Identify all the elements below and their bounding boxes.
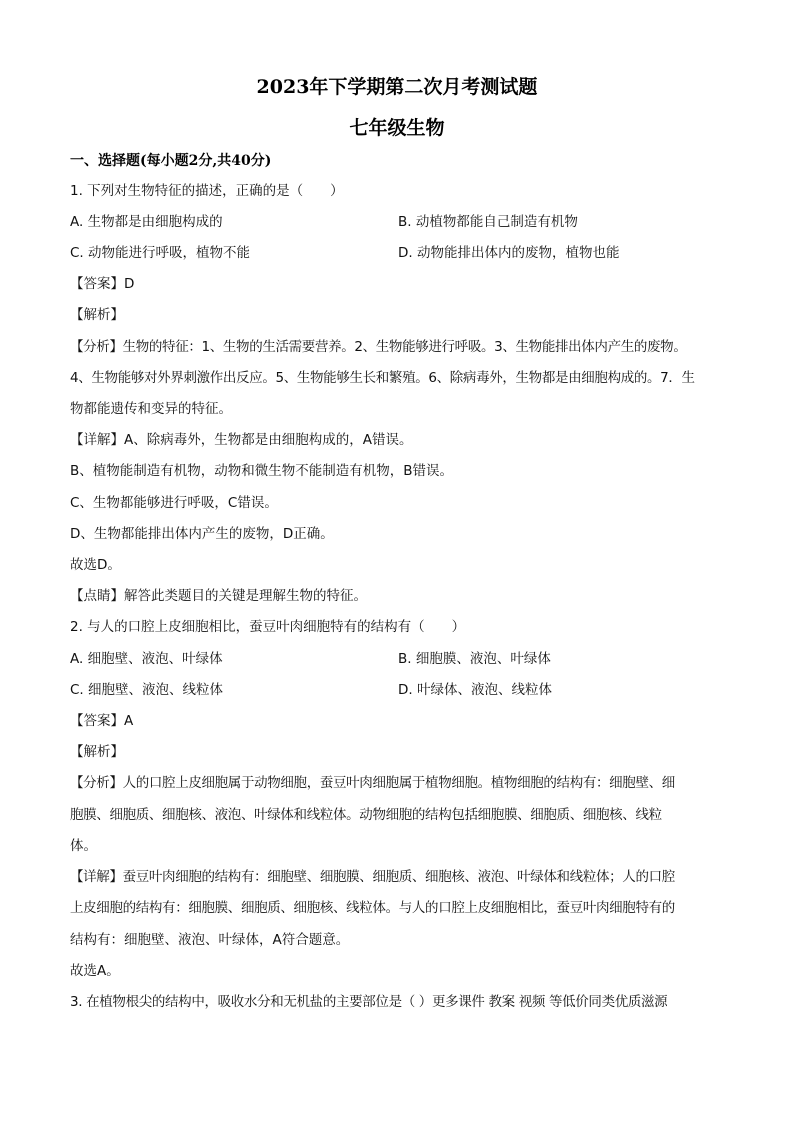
exam-title: 2023年下学期第二次月考测试题 bbox=[256, 76, 538, 98]
question-2-option-c: C. 细胞壁、液泡、线粒体 bbox=[70, 682, 224, 698]
question-1-option-c: C. 动物能进行呼吸，植物不能 bbox=[70, 245, 251, 261]
question-2-analysis-heading: 【解析】 bbox=[70, 744, 124, 760]
question-1-option-d: D. 动物能排出体内的废物，植物也能 bbox=[398, 245, 620, 261]
question-2-option-a: A. 细胞壁、液泡、叶绿体 bbox=[70, 651, 223, 667]
question-2-stem: 2. 与人的口腔上皮细胞相比，蚕豆叶肉细胞特有的结构有（ ） bbox=[70, 619, 466, 635]
question-2-xiangjie-line: 结构有：细胞壁、液泡、叶绿体，A符合题意。 bbox=[70, 932, 350, 948]
question-2-xiangjie-line: 上皮细胞的结构有：细胞膜、细胞质、细胞核、线粒体。与人的口腔上皮细胞相比，蚕豆叶肉细胞特有的 bbox=[70, 900, 675, 916]
question-1-analysis-heading: 【解析】 bbox=[70, 307, 124, 323]
question-2-conclusion: 故选A。 bbox=[70, 963, 120, 979]
question-2-fenxi-line: 胞膜、细胞质、细胞核、液泡、叶绿体和线粒体。动物细胞的结构包括细胞膜、细胞质、细胞核、线粒 bbox=[70, 807, 662, 823]
question-1-fenxi-line: 物都能遗传和变异的特征。 bbox=[70, 401, 232, 417]
question-2-option-d: D. 叶绿体、液泡、线粒体 bbox=[398, 682, 552, 698]
question-2-fenxi-line: 体。 bbox=[70, 838, 97, 854]
exam-subtitle: 七年级生物 bbox=[349, 117, 445, 139]
question-2-answer: 【答案】A bbox=[70, 713, 134, 729]
question-1-stem: 1. 下列对生物特征的描述，正确的是（ ） bbox=[70, 183, 344, 199]
question-1-xiangjie-line: 【详解】A、除病毒外，生物都是由细胞构成的，A错误。 bbox=[70, 432, 413, 448]
question-1-conclusion: 故选D。 bbox=[70, 557, 121, 573]
question-2-xiangjie-line: 【详解】蚕豆叶肉细胞的结构有：细胞壁、细胞膜、细胞质、细胞核、液泡、叶绿体和线粒体；人的口腔 bbox=[70, 869, 675, 885]
question-1-option-b: B. 动植物都能自己制造有机物 bbox=[398, 214, 578, 230]
question-1-fenxi-line: 4、生物能够对外界刺激作出反应。5、生物能够生长和繁殖。6、除病毒外，生物都是由细胞构成的。7．生 bbox=[70, 370, 695, 386]
question-1-xiangjie-line: C、生物都能够进行呼吸，C错误。 bbox=[70, 495, 278, 511]
question-1-xiangjie-line: D、生物都能排出体内产生的废物，D正确。 bbox=[70, 526, 334, 542]
section-heading: 一、选择题(每小题2分,共40分) bbox=[70, 153, 272, 169]
question-1-xiangjie-line: B、植物能制造有机物，动物和微生物不能制造有机物，B错误。 bbox=[70, 463, 454, 479]
question-1-dianjing: 【点睛】解答此类题目的关键是理解生物的特征。 bbox=[70, 588, 367, 604]
question-2-fenxi-line: 【分析】人的口腔上皮细胞属于动物细胞，蚕豆叶肉细胞属于植物细胞。植物细胞的结构有：细胞壁、细 bbox=[70, 775, 675, 791]
question-1-option-a: A. 生物都是由细胞构成的 bbox=[70, 214, 223, 230]
question-2-option-b: B. 细胞膜、液泡、叶绿体 bbox=[398, 651, 551, 667]
question-3-stem: 3. 在植物根尖的结构中，吸收水分和无机盐的主要部位是（ ）更多课件 教案 视频 等低价同类优质滋源 bbox=[70, 994, 668, 1010]
question-1-answer: 【答案】D bbox=[70, 276, 135, 292]
question-1-fenxi-line: 【分析】生物的特征：1、生物的生活需要营养。2、生物能够进行呼吸。3、生物能排出体内产生的废物。 bbox=[70, 339, 687, 355]
